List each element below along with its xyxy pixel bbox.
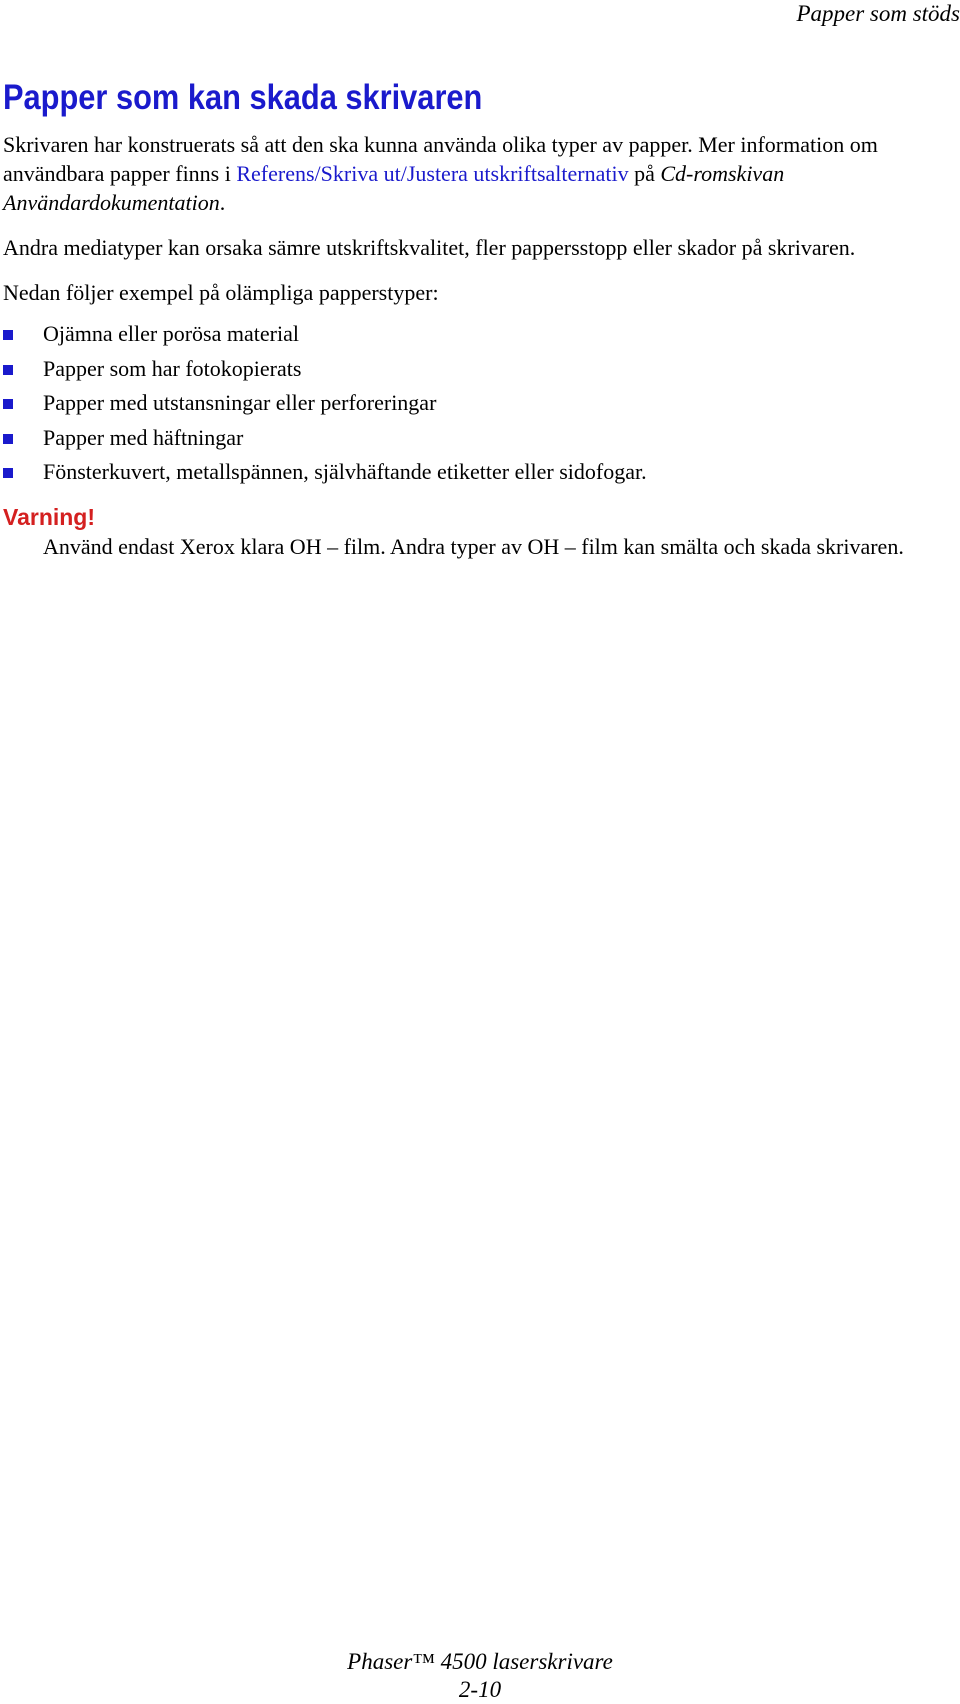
list-item — [3, 317, 955, 352]
section-title: Papper som kan skada skrivaren — [3, 78, 483, 117]
document-title: Cd-romskivan Användardokumentation — [3, 161, 785, 215]
intro-text-2: på — [628, 161, 661, 186]
list-item-text: Papper med häftningar — [43, 424, 244, 450]
list-item-text: Papper som har fotokopierats — [43, 355, 302, 381]
list-item — [3, 421, 955, 456]
square-bullet-icon — [3, 330, 13, 340]
unsuitable-paper-list — [3, 317, 955, 490]
page-number: 2-10 — [458, 1677, 502, 1702]
list-item-text: Fönsterkuvert, metallspännen, självhäftande etiketter eller sidofogar. — [43, 459, 647, 484]
square-bullet-icon — [3, 468, 13, 478]
intro-paragraph — [3, 130, 955, 217]
footer-product: Phaser™ 4500 laserskrivare — [347, 1649, 613, 1674]
list-item — [3, 352, 955, 387]
square-bullet-icon — [3, 399, 13, 409]
intro-text-3: . — [219, 190, 226, 215]
list-intro: Nedan följer exempel på olämpliga papperstyper: — [3, 280, 439, 305]
list-item — [3, 386, 955, 421]
reference-link[interactable]: Referens/Skriva ut/Justera utskriftsalternativ — [236, 161, 629, 186]
page-footer — [0, 1648, 960, 1704]
list-item-text: Papper med utstansningar eller perforeringar — [43, 390, 437, 415]
square-bullet-icon — [3, 365, 13, 375]
list-item-text: Ojämna eller porösa material — [43, 321, 299, 346]
list-item — [3, 455, 955, 490]
warning-text: Använd endast Xerox klara OH – film. Andra typer av OH – film kan smälta och skada skrivaren. — [43, 533, 904, 559]
warning-label: Varning! — [3, 503, 96, 530]
square-bullet-icon — [3, 434, 13, 444]
page-content — [3, 76, 955, 561]
media-warning-paragraph: Andra mediatyper kan orsaka sämre utskriftskvalitet, fler pappersstopp eller skador på skrivaren. — [3, 235, 856, 260]
running-header: Papper som stöds — [796, 1, 960, 26]
intro-text-1: Skrivaren har konstruerats så att den ska kunna använda olika typer av papper. Mer information om användbara papper finns i — [3, 132, 878, 186]
